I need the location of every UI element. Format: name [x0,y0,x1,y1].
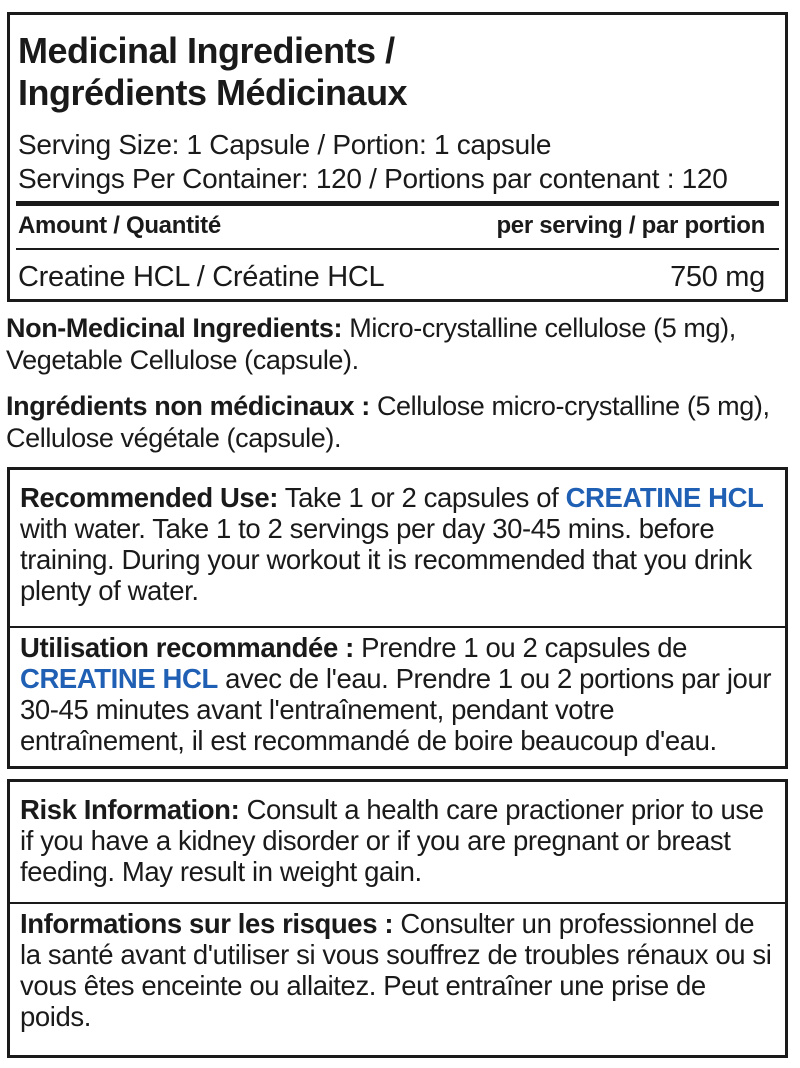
risk-fr [20,908,779,1032]
recommended-use-en-text-2: with water. Take 1 to 2 servings per day 30-45 mins. before training. During your workout it is recommended that you drink plenty of water. [20,513,752,606]
recommended-use-panel [7,467,788,769]
recommended-use-fr-text-1: Prendre 1 ou 2 capsules de [353,632,688,663]
non-medicinal-en-text: Micro-crystalline cellulose (5 mg), Vegetable Cellulose (capsule). [6,313,736,375]
header-per-serving: per serving / par portion [496,212,765,239]
risk-information-panel [7,779,788,1058]
risk-fr-label: Informations sur les risques : [20,908,394,939]
recommended-use-en-label: Recommended Use: [20,482,278,513]
medicinal-title-en: Medicinal Ingredients / [18,30,395,71]
ingredient-name: Creatine HCL / Créatine HCL [18,261,385,293]
servings-per-container: Servings Per Container: 120 / Portions par contenant : 120 [18,163,728,194]
risk-en [20,794,779,887]
header-divider-bottom [16,248,779,250]
non-medicinal-fr [6,390,800,454]
risk-fr-text: Consulter un professionnel de la santé avant d'utiliser si vous souffrez de troubles rénaux ou si vous êtes enceinte ou allaitez. Peut entraîner une prise de poids. [20,908,772,1032]
recommended-use-fr-label: Utilisation recommandée : [20,632,354,663]
medicinal-title-fr: Ingrédients Médicinaux [18,72,408,113]
recommended-use-en [20,482,779,606]
brand-name: CREATINE HCL [565,482,764,513]
risk-divider [10,902,785,904]
risk-en-text: Consult a health care practioner prior to use if you have a kidney disorder or if you are pregnant or breast feeding. May result in weight gain. [20,794,764,887]
header-divider-top [16,201,779,206]
medicinal-ingredients-panel [7,12,788,302]
brand-name-fr: CREATINE HCL [20,663,218,694]
non-medicinal-fr-label: Ingrédients non médicinaux : [6,391,370,421]
recommended-use-divider [10,626,785,628]
risk-en-label: Risk Information: [20,794,240,825]
non-medicinal-fr-text: Cellulose micro-crystalline (5 mg), Cellulose végétale (capsule). [6,391,770,453]
serving-size: Serving Size: 1 Capsule / Portion: 1 capsule [18,129,552,160]
recommended-use-en-text-1: Take 1 or 2 capsules of [277,482,566,513]
ingredient-amount: 750 mg [670,261,765,293]
recommended-use-fr [20,632,779,756]
recommended-use-fr-text-2: avec de l'eau. Prendre 1 ou 2 portions par jour 30-45 minutes avant l'entraînement, pendant votre entraînement, il est recommandé de boire beaucoup d'eau. [20,663,772,756]
header-amount: Amount / Quantité [18,212,221,239]
non-medicinal-en-label: Non-Medicinal Ingredients: [6,313,343,343]
non-medicinal-en [6,312,800,376]
